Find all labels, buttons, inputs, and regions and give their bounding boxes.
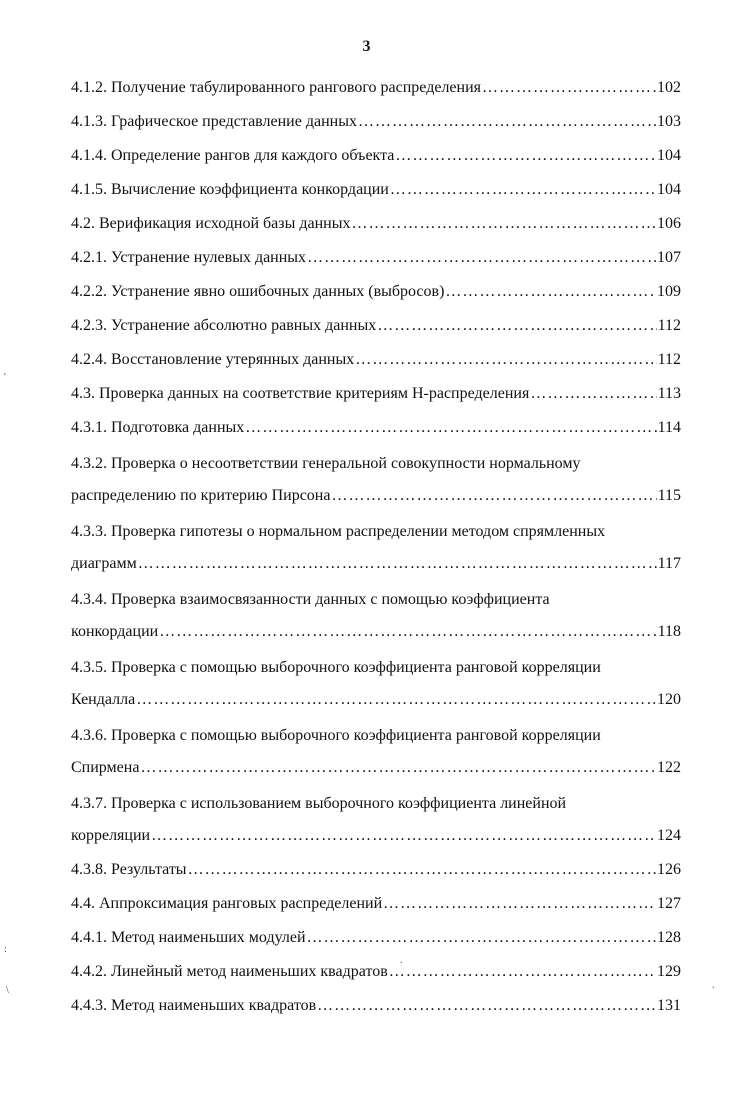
toc-entry-title: 4.2.4. Восстановление утерянных данных bbox=[71, 351, 355, 368]
toc-entry bbox=[71, 173, 681, 207]
toc-entry bbox=[71, 517, 681, 581]
toc-entry-page: 128 bbox=[657, 929, 681, 946]
dot-leader bbox=[530, 377, 656, 411]
toc-entry bbox=[71, 989, 681, 1023]
toc-entry-page: 122 bbox=[657, 759, 681, 776]
toc-entry-title: Кендалла bbox=[71, 691, 136, 708]
toc-entry-page: 103 bbox=[657, 113, 681, 130]
toc-entry-title-first-line: 4.3.4. Проверка взаимосвязанности данных с помощью коэффициента bbox=[71, 591, 550, 608]
toc-entry-title: 4.3. Проверка данных на соответствие критериям Н-распределения bbox=[71, 385, 530, 402]
toc-entry bbox=[71, 955, 681, 989]
toc-entry bbox=[71, 105, 681, 139]
dot-leader bbox=[395, 139, 656, 173]
dot-leader bbox=[140, 751, 656, 785]
toc-entry-title: 4.1.3. Графическое представление данных bbox=[71, 113, 357, 130]
scan-speck: . bbox=[712, 980, 715, 991]
toc-entry-title: Спирмена bbox=[71, 759, 140, 776]
scan-speck: ' bbox=[4, 372, 6, 383]
table-of-contents bbox=[71, 71, 681, 1023]
toc-entry bbox=[71, 853, 681, 887]
page-number: 3 bbox=[362, 38, 371, 55]
toc-entry-page: 115 bbox=[657, 487, 681, 504]
toc-entry-page: 112 bbox=[657, 317, 681, 334]
toc-entry-page: 109 bbox=[657, 283, 681, 300]
toc-entry-title: 4.1.2. Получение табулированного рангового распределения bbox=[71, 79, 482, 96]
toc-entry-page: 127 bbox=[657, 895, 681, 912]
toc-entry-title-first-line: 4.3.7. Проверка с использованием выборочного коэффициента линейной bbox=[71, 795, 567, 812]
toc-entry-title: 4.4.1. Метод наименьших модулей bbox=[71, 929, 306, 946]
dot-leader bbox=[138, 547, 657, 581]
dot-leader bbox=[482, 71, 656, 105]
toc-entry-page: 104 bbox=[657, 181, 681, 198]
toc-entry-title: 4.4.2. Линейный метод наименьших квадратов bbox=[71, 963, 388, 980]
toc-entry-title: 4.3.1. Подготовка данных bbox=[71, 419, 245, 436]
toc-entry-page: 120 bbox=[657, 691, 681, 708]
toc-entry-title: 4.4. Аппроксимация ранговых распределений bbox=[71, 895, 383, 912]
dot-leader bbox=[307, 921, 656, 955]
toc-entry-title-first-line: 4.3.3. Проверка гипотезы о нормальном распределении методом спрямленных bbox=[71, 523, 606, 540]
toc-entry-title: 4.4.3. Метод наименьших квадратов bbox=[71, 997, 317, 1014]
toc-entry bbox=[71, 789, 681, 853]
toc-entry bbox=[71, 275, 681, 309]
dot-leader bbox=[151, 819, 656, 853]
toc-entry bbox=[71, 653, 681, 717]
toc-entry bbox=[71, 241, 681, 275]
toc-entry-page: 118 bbox=[657, 623, 681, 640]
toc-entry-title: распределению по критерию Пирсона bbox=[71, 487, 331, 504]
toc-entry-page: 124 bbox=[657, 827, 681, 844]
toc-entry-title: 4.2. Верификация исходной базы данных bbox=[71, 215, 351, 232]
toc-entry-title: 4.1.5. Вычисление коэффициента конкордации bbox=[71, 181, 389, 198]
toc-entry bbox=[71, 343, 681, 377]
toc-entry bbox=[71, 585, 681, 649]
dot-leader bbox=[389, 955, 656, 989]
dot-leader bbox=[358, 105, 656, 139]
toc-entry bbox=[71, 887, 681, 921]
toc-entry-title-first-line: 4.3.6. Проверка с помощью выборочного коэффициента ранговой корреляции bbox=[71, 727, 601, 744]
toc-entry bbox=[71, 207, 681, 241]
toc-entry bbox=[71, 921, 681, 955]
toc-entry bbox=[71, 721, 681, 785]
toc-entry-page: 112 bbox=[657, 351, 681, 368]
dot-leader bbox=[307, 241, 656, 275]
toc-entry-page: 104 bbox=[657, 147, 681, 164]
dot-leader bbox=[445, 275, 656, 309]
scan-speck: \ bbox=[6, 985, 9, 996]
dot-leader bbox=[377, 309, 656, 343]
dot-leader bbox=[383, 887, 656, 921]
scan-speck: . bbox=[400, 955, 403, 966]
toc-entry-title: 4.2.2. Устранение явно ошибочных данных (выбросов) bbox=[71, 283, 445, 300]
dot-leader bbox=[331, 479, 656, 513]
dot-leader bbox=[245, 411, 656, 445]
toc-entry-page: 114 bbox=[657, 419, 681, 436]
dot-leader bbox=[136, 683, 656, 717]
scan-speck: : bbox=[4, 944, 7, 955]
toc-entry-page: 117 bbox=[657, 555, 681, 572]
dot-leader bbox=[390, 173, 656, 207]
toc-entry-page: 102 bbox=[657, 79, 681, 96]
toc-entry bbox=[71, 411, 681, 445]
toc-entry-title: 4.1.4. Определение рангов для каждого объекта bbox=[71, 147, 395, 164]
toc-entry bbox=[71, 449, 681, 513]
toc-entry-page: 107 bbox=[657, 249, 681, 266]
toc-entry bbox=[71, 71, 681, 105]
toc-entry bbox=[71, 309, 681, 343]
toc-entry-title-first-line: 4.3.2. Проверка о несоответствии генеральной совокупности нормальному bbox=[71, 455, 581, 472]
toc-entry-page: 126 bbox=[657, 861, 681, 878]
toc-entry-title: конкордации bbox=[71, 623, 159, 640]
toc-entry-title: 4.2.1. Устранение нулевых данных bbox=[71, 249, 307, 266]
toc-entry-title: 4.3.8. Результаты bbox=[71, 861, 187, 878]
dot-leader bbox=[355, 343, 656, 377]
dot-leader bbox=[159, 615, 656, 649]
toc-entry-page: 106 bbox=[657, 215, 681, 232]
dot-leader bbox=[188, 853, 656, 887]
dot-leader bbox=[317, 989, 656, 1023]
dot-leader bbox=[351, 207, 656, 241]
toc-entry-title: корреляции bbox=[71, 827, 151, 844]
toc-entry bbox=[71, 139, 681, 173]
toc-entry-title: 4.2.3. Устранение абсолютно равных данных bbox=[71, 317, 377, 334]
toc-entry-title-first-line: 4.3.5. Проверка с помощью выборочного коэффициента ранговой корреляции bbox=[71, 659, 601, 676]
toc-entry-title: диаграмм bbox=[71, 555, 137, 572]
toc-entry bbox=[71, 377, 681, 411]
toc-entry-page: 131 bbox=[657, 997, 681, 1014]
toc-entry-page: 113 bbox=[657, 385, 681, 402]
toc-entry-page: 129 bbox=[657, 963, 681, 980]
